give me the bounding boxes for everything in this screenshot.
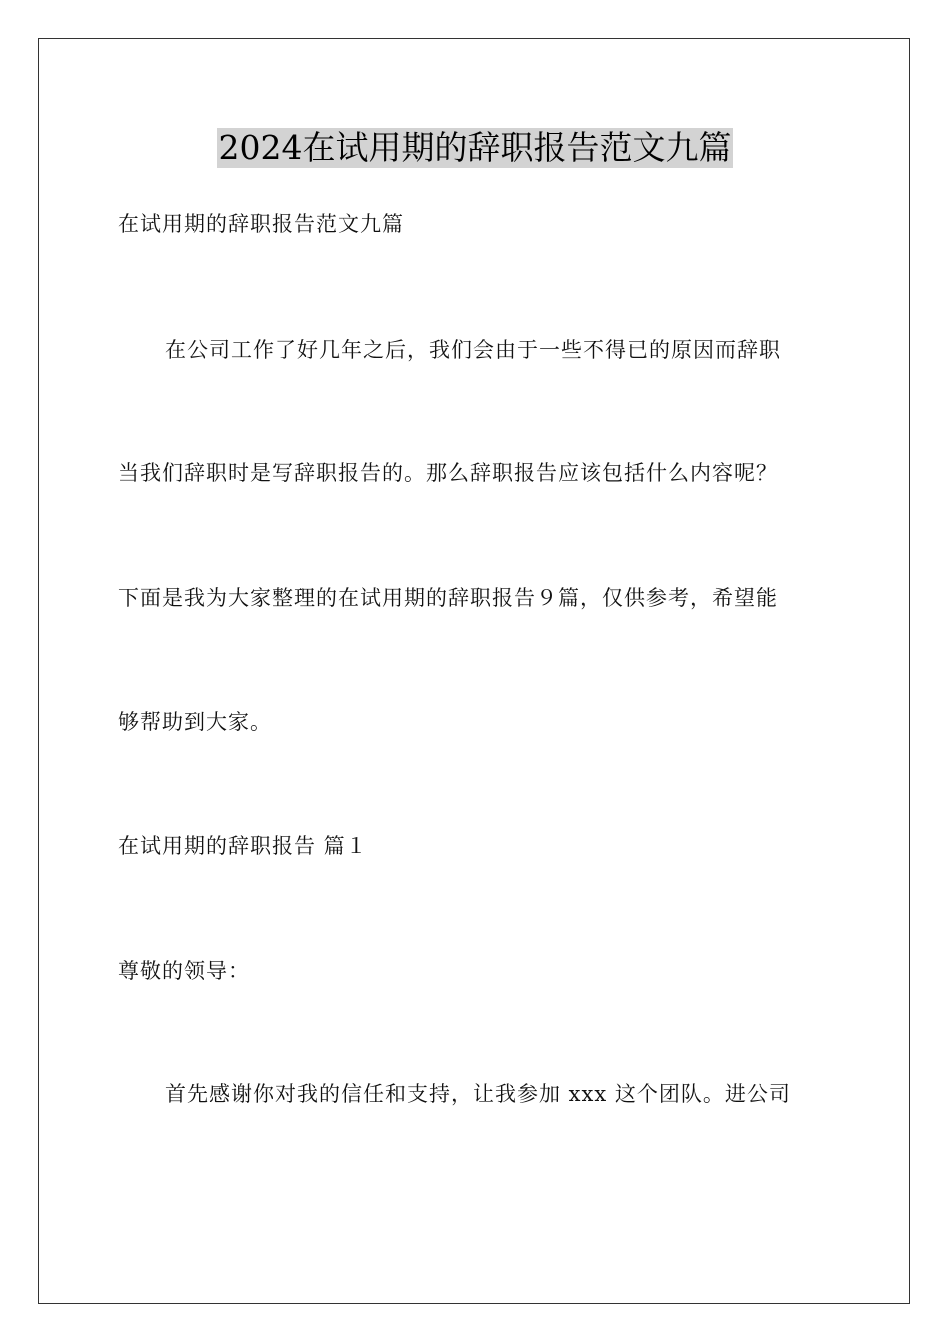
paragraph-line-2: 当我们辞职时是写辞职报告的。那么辞职报告应该包括什么内容呢？ <box>118 461 778 485</box>
section-heading: 在试用期的辞职报告 篇１ <box>118 834 368 858</box>
salutation-line: 尊敬的领导： <box>118 959 250 983</box>
paragraph-line-1: 在公司工作了好几年之后，我们会由于一些不得已的原因而辞职 <box>165 338 781 362</box>
document-title: 2024在试用期的辞职报告范文九篇 <box>218 128 732 167</box>
body-line: 首先感谢你对我的信任和支持，让我参加 xxx 这个团队。进公司 <box>165 1082 791 1106</box>
subtitle-line: 在试用期的辞职报告范文九篇 <box>118 212 404 236</box>
title-block <box>0 128 950 168</box>
paragraph-line-3: 下面是我为大家整理的在试用期的辞职报告９篇，仅供参考，希望能 <box>118 586 778 610</box>
paragraph-line-4: 够帮助到大家。 <box>118 710 272 734</box>
